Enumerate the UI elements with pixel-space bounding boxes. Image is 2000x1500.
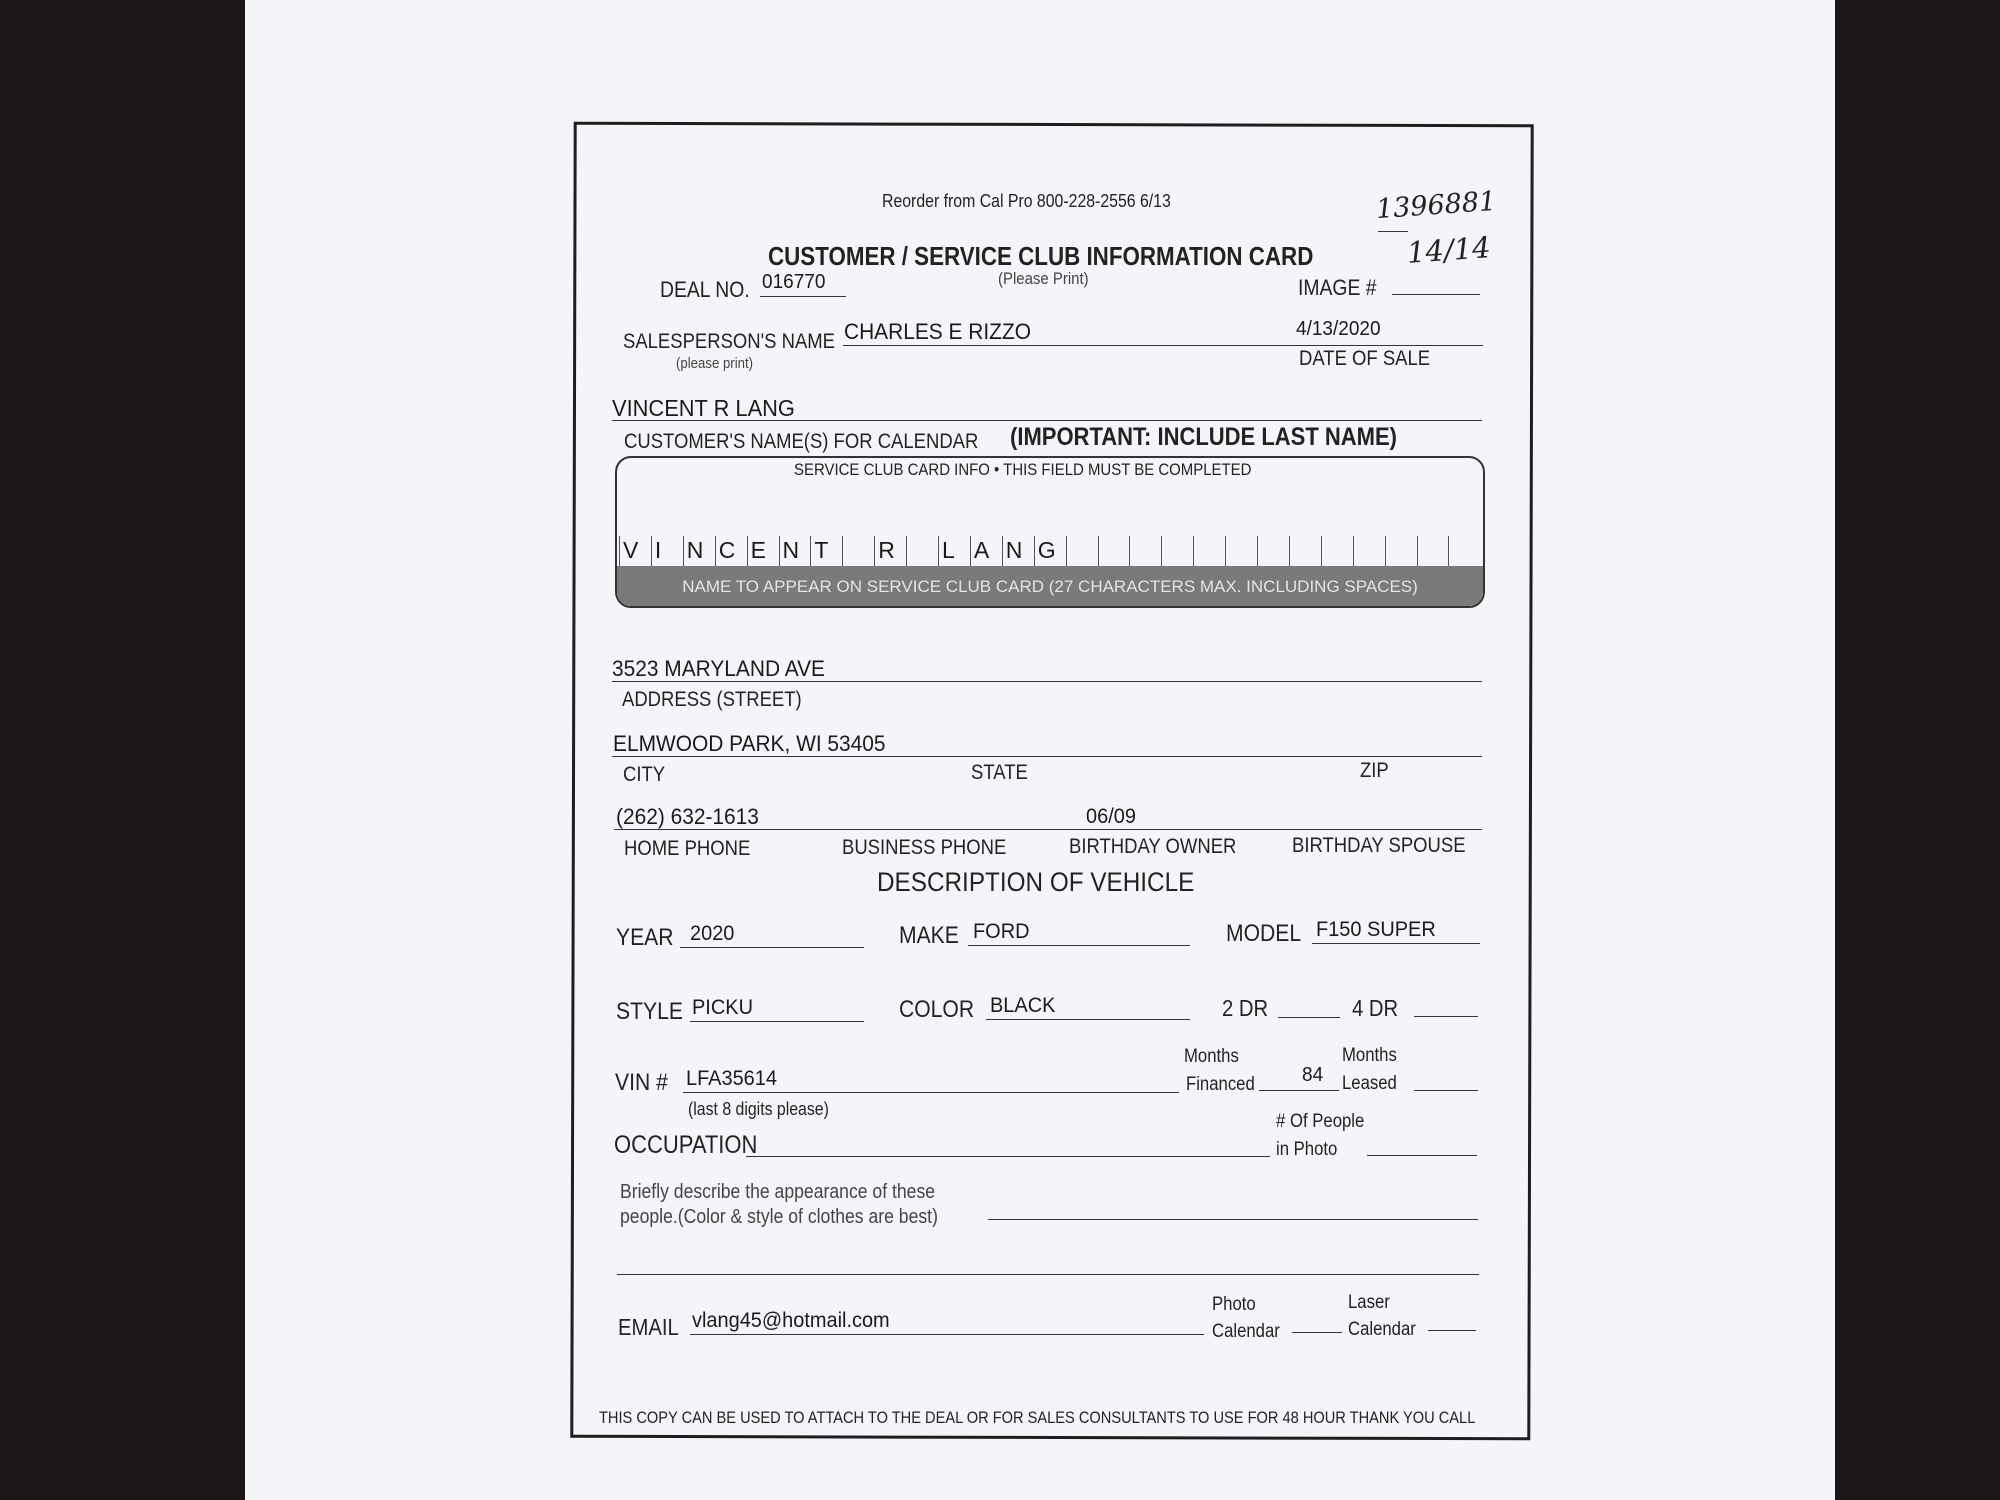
four-door-line [1414, 1016, 1478, 1017]
describe-line-a [988, 1219, 1478, 1220]
character-box-divider [1002, 536, 1003, 566]
make-line [968, 945, 1190, 946]
months-financed-label-a: Months [1184, 1046, 1239, 1067]
character-box-divider [1129, 536, 1130, 566]
handwritten-fraction: 14/14 [1405, 230, 1492, 270]
character-box-divider [1448, 536, 1449, 566]
character-box-divider [1225, 536, 1226, 566]
email-value: vlang45@hotmail.com [692, 1309, 890, 1332]
character-box-divider [619, 536, 620, 566]
character-box-divider [1098, 536, 1099, 566]
form-title: CUSTOMER / SERVICE CLUB INFORMATION CARD [768, 241, 1314, 271]
model-value: F150 SUPER [1316, 918, 1436, 941]
occupation-line [746, 1156, 1270, 1157]
city-line [612, 756, 1482, 757]
card-character: R [878, 537, 895, 563]
photo-calendar-line [1292, 1332, 1342, 1333]
please-print-note: (Please Print) [998, 269, 1089, 288]
birthday-spouse-label: BIRTHDAY SPOUSE [1292, 834, 1466, 857]
character-box-divider [1385, 536, 1386, 566]
character-box-divider [906, 536, 907, 566]
deal-no-label: DEAL NO. [660, 277, 750, 302]
handwritten-dash [1378, 231, 1408, 232]
character-box-divider [683, 536, 684, 566]
laser-calendar-label-a: Laser [1348, 1292, 1390, 1313]
character-box-divider [747, 536, 748, 566]
email-line [690, 1334, 1204, 1335]
email-label: EMAIL [618, 1314, 679, 1340]
character-box-divider [715, 536, 716, 566]
card-footer-band [617, 566, 1483, 606]
model-label: MODEL [1226, 920, 1302, 947]
salesperson-label: SALESPERSON'S NAME [623, 330, 836, 353]
card-character: N [782, 537, 800, 563]
form-border [570, 122, 1533, 1441]
character-box-divider [938, 536, 939, 566]
birthday-owner-label: BIRTHDAY OWNER [1069, 835, 1237, 858]
salesperson-line [843, 345, 1483, 346]
card-character: L [942, 537, 955, 563]
occupation-label: OCCUPATION [614, 1131, 758, 1159]
deal-no-line [760, 296, 846, 297]
address-value: 3523 MARYLAND AVE [612, 656, 825, 681]
date-of-sale-label: DATE OF SALE [1299, 347, 1431, 370]
make-value: FORD [973, 920, 1030, 943]
handwritten-number: 1396881 [1375, 185, 1498, 226]
important-note: (IMPORTANT: INCLUDE LAST NAME) [1010, 423, 1398, 451]
customer-name-line [612, 420, 1482, 421]
color-value: BLACK [990, 994, 1056, 1017]
home-phone-label: HOME PHONE [624, 837, 751, 860]
style-label: STYLE [616, 998, 683, 1025]
style-value: PICKU [692, 996, 753, 1019]
character-box-divider [1161, 536, 1162, 566]
character-box-divider [651, 536, 652, 566]
city-label: CITY [623, 763, 666, 786]
months-leased-label-b: Leased [1342, 1073, 1397, 1094]
style-line [690, 1021, 864, 1022]
laser-calendar-label-b: Calendar [1348, 1319, 1416, 1340]
year-label: YEAR [616, 924, 674, 951]
reorder-text: Reorder from Cal Pro 800-228-2556 6/13 [882, 191, 1171, 211]
card-footer-text: NAME TO APPEAR ON SERVICE CLUB CARD (27 CHARACTERS MAX. INCLUDING SPACES) [682, 577, 1418, 596]
character-box-divider [1257, 536, 1258, 566]
salesperson-value: CHARLES E RIZZO [844, 319, 1031, 344]
vin-label: VIN # [615, 1069, 668, 1096]
birthday-owner-value: 06/09 [1086, 805, 1136, 828]
card-character: A [973, 537, 990, 563]
character-box-divider [779, 536, 780, 566]
character-box-divider [1321, 536, 1322, 566]
months-leased-label-a: Months [1342, 1045, 1397, 1066]
character-box-divider [1193, 536, 1194, 566]
customer-name-label: CUSTOMER'S NAME(S) FOR CALENDAR [624, 430, 979, 453]
city-value: ELMWOOD PARK, WI 53405 [613, 731, 886, 756]
people-label-b: in Photo [1276, 1139, 1338, 1160]
vin-sub-label: (last 8 digits please) [688, 1099, 829, 1119]
character-box-divider [1066, 536, 1067, 566]
year-line [680, 947, 864, 948]
home-phone-value: (262) 632-1613 [616, 804, 759, 829]
months-financed-line [1259, 1090, 1339, 1091]
business-phone-label: BUSINESS PHONE [842, 836, 1007, 859]
state-label: STATE [971, 761, 1028, 784]
describe-line-1: Briefly describe the appearance of these [620, 1181, 936, 1203]
character-box-divider [1353, 536, 1354, 566]
two-door-label: 2 DR [1222, 995, 1269, 1021]
people-line [1367, 1155, 1477, 1156]
character-box-divider [842, 536, 843, 566]
describe-line-2: people.(Color & style of clothes are best) [620, 1206, 938, 1228]
months-financed-value: 84 [1302, 1064, 1324, 1086]
deal-no-value: 016770 [762, 271, 826, 293]
four-door-label: 4 DR [1352, 995, 1399, 1021]
address-label: ADDRESS (STREET) [622, 688, 802, 711]
months-financed-label-b: Financed [1186, 1074, 1255, 1095]
vin-line [683, 1092, 1179, 1093]
card-header-text: SERVICE CLUB CARD INFO • THIS FIELD MUST BE COMPLETED [794, 460, 1252, 479]
footer-note: THIS COPY CAN BE USED TO ATTACH TO THE DEAL OR FOR SALES CONSULTANTS TO USE FOR 48 HOUR THANK YOU CALL [599, 1408, 1476, 1427]
model-line [1312, 943, 1480, 944]
character-box-divider [1034, 536, 1035, 566]
photo-calendar-label-b: Calendar [1212, 1321, 1280, 1342]
vehicle-heading: DESCRIPTION OF VEHICLE [877, 867, 1195, 897]
character-box-divider [970, 536, 971, 566]
card-character: G [1037, 537, 1056, 563]
card-character: C [718, 537, 736, 563]
make-label: MAKE [899, 922, 959, 949]
card-character: V [623, 537, 639, 563]
card-character: N [1005, 537, 1023, 563]
date-of-sale-value: 4/13/2020 [1296, 318, 1381, 340]
customer-name-value: VINCENT R LANG [612, 395, 795, 421]
card-character: I [654, 537, 662, 563]
vin-value: LFA35614 [686, 1067, 777, 1090]
character-box-divider [1417, 536, 1418, 566]
describe-line-b [617, 1274, 1479, 1275]
year-value: 2020 [690, 922, 735, 945]
card-character: E [750, 537, 766, 563]
two-door-line [1278, 1017, 1340, 1018]
image-line [1392, 294, 1480, 295]
months-leased-line [1414, 1090, 1478, 1091]
color-line [986, 1019, 1190, 1020]
character-box-divider [874, 536, 875, 566]
salesperson-sub: (please print) [676, 355, 754, 372]
photo-calendar-label-a: Photo [1212, 1294, 1256, 1315]
laser-calendar-line [1428, 1330, 1476, 1331]
card-character: N [686, 537, 704, 563]
people-label-a: # Of People [1276, 1111, 1365, 1132]
card-character: T [814, 537, 829, 563]
zip-label: ZIP [1360, 759, 1389, 782]
character-boxes [617, 528, 1483, 566]
image-label: IMAGE # [1298, 275, 1377, 300]
address-line [612, 681, 1482, 682]
character-box-divider [1289, 536, 1290, 566]
character-box-divider [810, 536, 811, 566]
color-label: COLOR [899, 996, 975, 1023]
phones-line [614, 829, 1482, 830]
